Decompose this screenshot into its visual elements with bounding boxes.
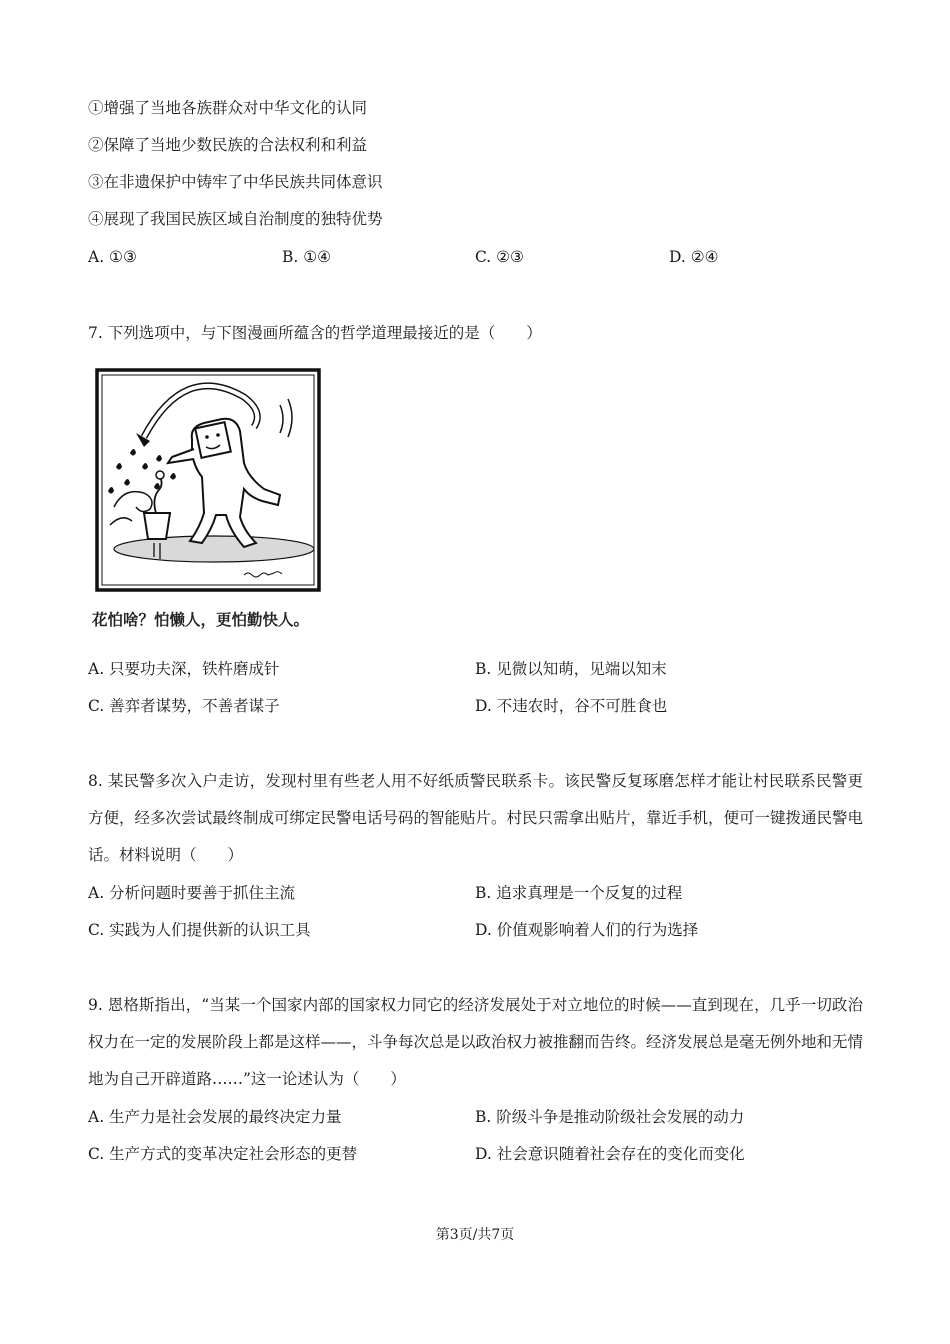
q9-option-a: A. 生产力是社会发展的最终决定力量 <box>88 1108 342 1126</box>
q8-option-d: D. 价值观影响着人们的行为选择 <box>475 921 699 939</box>
q7-stem: 7. 下列选项中，与下图漫画所蕴含的哲学道理最接近的是（ ） <box>88 324 542 342</box>
q7-option-c: C. 善弈者谋势，不善者谋子 <box>88 697 280 715</box>
q9-stem: 9. 恩格斯指出，“当某一个国家内部的国家权力同它的经济发展处于对立地位的时候——直到现在，几乎一切政治权力在一定的发展阶段上都是这样——，斗争每次总是以政治权力被推翻而告终。经济发展总是毫无例外地和无情地为自己开辟道路……”这一论述认为（ ） <box>88 996 864 1088</box>
q7-option-d: D. 不违农时，谷不可胜食也 <box>475 697 668 715</box>
page-footer: 第3页/共7页 <box>435 1227 515 1243</box>
q7-option-a: A. 只要功夫深，铁杵磨成针 <box>88 660 280 678</box>
q6-statement-2: ②保障了当地少数民族的合法权利和利益 <box>88 136 368 154</box>
q6-statement-4: ④展现了我国民族区域自治制度的独特优势 <box>88 210 383 228</box>
q9-option-b: B. 阶级斗争是推动阶级社会发展的动力 <box>475 1108 745 1126</box>
q8-option-b: B. 追求真理是一个反复的过程 <box>475 884 683 902</box>
q9-option-d: D. 社会意识随着社会存在的变化而变化 <box>475 1145 745 1163</box>
q8-option-a: A. 分析问题时要善于抓住主流 <box>88 884 296 902</box>
watering-cartoon <box>94 367 322 593</box>
q6-option-c: C. ②③ <box>475 248 524 266</box>
q8-option-c: C. 实践为人们提供新的认识工具 <box>88 921 311 939</box>
q6-option-d: D. ②④ <box>669 248 719 266</box>
q8-stem: 8. 某民警多次入户走访，发现村里有些老人用不好纸质警民联系卡。该民警反复琢磨怎样才能让村民联系民警更方便，经多次尝试最终制成可绑定民警电话号码的智能贴片。村民只需拿出贴片，靠近手机，便可一键拨通民警电话。材料说明（ ） <box>88 772 864 864</box>
q9-option-c: C. 生产方式的变革决定社会形态的更替 <box>88 1145 358 1163</box>
q6-statement-1: ①增强了当地各族群众对中华文化的认同 <box>88 99 368 117</box>
q6-statement-3: ③在非遗保护中铸牢了中华民族共同体意识 <box>88 173 383 191</box>
q6-option-b: B. ①④ <box>282 248 332 266</box>
q6-option-a: A. ①③ <box>88 248 137 266</box>
q7-option-b: B. 见微以知萌，见端以知末 <box>475 660 667 678</box>
cartoon-caption: 花怕啥？怕懒人，更怕勤快人。 <box>92 611 310 629</box>
